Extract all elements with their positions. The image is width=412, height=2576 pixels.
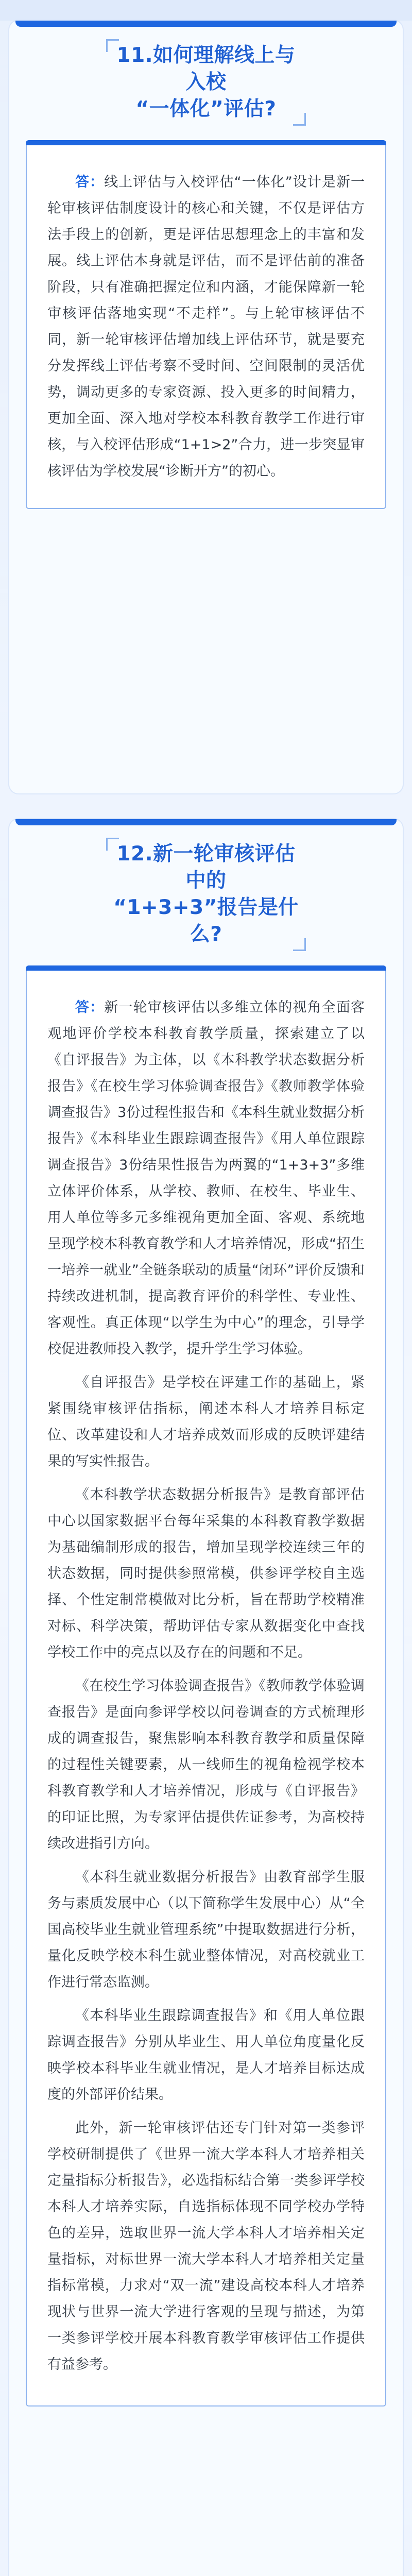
paragraph-text: 线上评估与入校评估“一体化”设计是新一轮审核评估制度设计的核心和关键，不仅是评估方法手段上的创新，更是评估思想理念上的丰富和发展。线上评估本身就是评估，而不是评估前的准备阶段，只有准确把握定位和内涵，才能保障新一轮审核评估落地实现“不走样”。与上轮审核评估不同，新一轮审核评估增加线上评估环节，就是要充分发挥线上评估考察不受时间、空间限制的灵活优势，调动更多的专家资源、投入更多的时间精力，更加全面、深入地对学校本科教育教学工作进行审核，与入校评估形成“1+1>2”合力，进一步突显审核评估为学校发展“诊断开方”的初心。	[47, 174, 365, 479]
title-corner-decoration	[293, 113, 306, 126]
section-title	[108, 42, 304, 123]
section-accent-bar	[15, 21, 397, 27]
title-corner-decoration	[106, 838, 119, 851]
paragraph-experience-surveys	[47, 1673, 365, 1857]
box-accent-bar	[26, 140, 386, 145]
paragraph-text: 《自评报告》是学校在评建工作的基础上，紧紧围绕审核评估指标，阐述本科人才培养目标定位、改革建设和人才培养成效而形成的反映评建结果的写实性报告。	[47, 1375, 365, 1469]
paragraph-self-evaluation-report	[47, 1369, 365, 1475]
answer-paragraph	[47, 169, 365, 484]
title-corner-decoration	[293, 938, 306, 951]
faq-section-11	[9, 21, 403, 793]
title-line-2: “一体化”评估?	[135, 97, 277, 121]
title-line-1: 12.新一轮审核评估中的	[116, 842, 296, 892]
answer-box	[26, 965, 386, 2406]
paragraph-text: 《本科毕业生跟踪调查报告》和《用人单位跟踪调查报告》分别从毕业生、用人单位角度量化反映学校本科毕业生就业情况，是人才培养目标达成度的外部评价结果。	[47, 2008, 365, 2103]
faq-section-12	[9, 819, 403, 2576]
title-line-1: 11.如何理解线上与入校	[116, 44, 296, 94]
paragraph-text: 《本科教学状态数据分析报告》是教育部评估中心以国家数据平台每年采集的本科教育教学数据为基础编制形成的报告，增加呈现学校连续三年的状态数据，同时提供参照常模，供参评学校自主选择、个性定制常模做对比分析，旨在帮助学校精准对标、科学决策，帮助评估专家从数据变化中查找学校工作中的亮点以及存在的问题和不足。	[47, 1487, 365, 1660]
paragraph-tracking-surveys	[47, 2003, 365, 2108]
paragraph-world-class-report	[47, 2115, 365, 2378]
paragraph-text: 《本科生就业数据分析报告》由教育部学生服务与素质发展中心（以下简称学生发展中心）从“全国高校毕业生就业管理系统”中提取数据进行分析，量化反映学校本科生就业整体情况，对高校就业工作进行常态监测。	[47, 1869, 365, 1990]
answer-label: 答：	[75, 999, 105, 1015]
answer-paragraph	[47, 994, 365, 1362]
box-accent-bar	[26, 965, 386, 971]
paragraph-employment-data-report	[47, 1864, 365, 1995]
paragraph-text: 新一轮审核评估以多维立体的视角全面客观地评价学校本科教育教学质量，探索建立了以《自评报告》为主体，以《本科教学状态数据分析报告》《在校生学习体验调查报告》《教师教学体验调查报告》3份过程性报告和《本科生就业数据分析报告》《本科毕业生跟踪调查报告》《用人单位跟踪调查报告》3份结果性报告为两翼的“1+3+3”多维立体评价体系，从学校、教师、在校生、毕业生、用人单位等多元多维视角更加全面、客观、系统地呈现学校本科教育教学和人才培养情况，形成“招生一培养一就业”全链条联动的质量“闭环”评价反馈和持续改进机制，提高教育评价的科学性、专业性、客观性。真正体现“以学生为中心”的理念，引导学校促进教师投入教学，提升学生学习体验。	[47, 999, 365, 1357]
section-accent-bar	[15, 819, 397, 825]
answer-label: 答：	[75, 174, 105, 190]
title-line-2: “1+3+3”报告是什么?	[113, 896, 299, 946]
paragraph-text: 此外，新一轮审核评估还专门针对第一类参评学校研制提供了《世界一流大学本科人才培养相关定量指标分析报告》，必选指标结合第一类参评学校本科人才培养实际，自选指标体现不同学校办学特色的差异，选取世界一流大学本科人才培养相关定量指标，对标世界一流大学本科人才培养相关定量指标常模，力求对“双一流”建设高校本科人才培养现状与世界一流大学进行客观的呈现与描述，为第一类参评学校开展本科教育教学审核评估工作提供有益参考。	[47, 2120, 365, 2372]
title-corner-decoration	[106, 39, 119, 52]
section-title	[108, 841, 304, 948]
answer-box	[26, 140, 386, 509]
page-top-strip	[0, 0, 412, 21]
paragraph-status-data-report	[47, 1482, 365, 1666]
paragraph-text: 《在校生学习体验调查报告》《教师教学体验调查报告》是面向参评学校以问卷调查的方式梳理形成的调查报告，聚焦影响本科教育教学和质量保障的过程性关键要素，从一线师生的视角检视学校本科教育教学和人才培养情况，形成与《自评报告》的印证比照，为专家评估提供佐证参考，为高校持续改进指引方向。	[47, 1678, 365, 1852]
